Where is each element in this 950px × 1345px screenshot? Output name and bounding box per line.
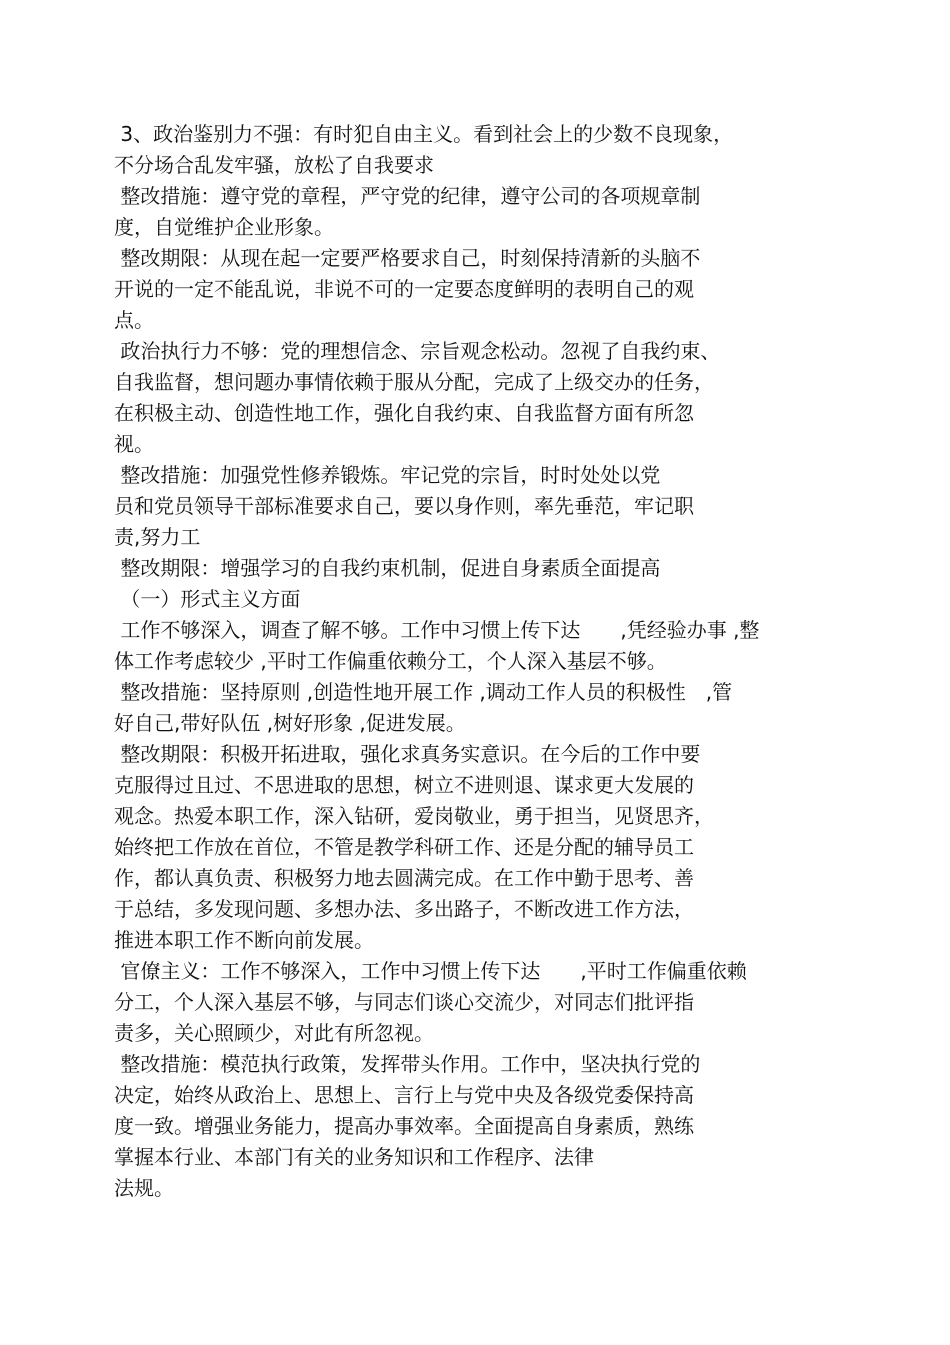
text-line: 自我监督，想问题办事情依赖于服从分配，完成了上级交办的任务， bbox=[114, 370, 714, 394]
text-line: 点。 bbox=[114, 308, 154, 332]
text-line: 责,努力工 bbox=[114, 525, 201, 549]
document-body bbox=[114, 119, 844, 1204]
text-line: 好自己,带好队伍 ,树好形象 ,促进发展。 bbox=[114, 711, 466, 735]
text-line: 推进本职工作不断向前发展。 bbox=[114, 928, 374, 952]
text-line: 整改措施：坚持原则 ,创造性地开展工作 ,调动工作人员的积极性 ,管 bbox=[114, 680, 733, 704]
text-line: 观念。热爱本职工作，深入钻研，爱岗敬业，勇于担当，见贤思齐， bbox=[114, 804, 714, 828]
text-line: 不分场合乱发牢骚，放松了自我要求 bbox=[114, 153, 434, 177]
text-line: 法规。 bbox=[114, 1176, 174, 1200]
text-line: 整改措施：遵守党的章程，严守党的纪律，遵守公司的各项规章制 bbox=[114, 184, 701, 208]
text-line: 视。 bbox=[114, 432, 154, 456]
text-line: 决定，始终从政治上、思想上、言行上与党中央及各级党委保持高 bbox=[114, 1083, 694, 1107]
text-line: 作，都认真负责、积极努力地去圆满完成。在工作中勤于思考、善 bbox=[114, 866, 694, 890]
text-line: 3、政治鉴别力不强：有时犯自由主义。看到社会上的少数不良现象， bbox=[114, 122, 734, 146]
text-line: 员和党员领导干部标准要求自己，要以身作则，率先垂范，牢记职 bbox=[114, 494, 694, 518]
text-line: 整改期限：增强学习的自我约束机制，促进自身素质全面提高 bbox=[114, 556, 661, 580]
section-heading: （一）形式主义方面 bbox=[114, 587, 301, 611]
text-line: 政治执行力不够：党的理想信念、宗旨观念松动。忽视了自我约束、 bbox=[114, 339, 721, 363]
text-line: 于总结，多发现问题、多想办法、多出路子，不断改进工作方法， bbox=[114, 897, 694, 921]
text-line: 官僚主义：工作不够深入，工作中习惯上传下达 ,平时工作偏重依赖 bbox=[114, 959, 747, 983]
text-line: 掌握本行业、本部门有关的业务知识和工作程序、法律 bbox=[114, 1145, 594, 1169]
text-line: 在积极主动、创造性地工作，强化自我约束、自我监督方面有所忽 bbox=[114, 401, 694, 425]
text-line: 责多，关心照顾少，对此有所忽视。 bbox=[114, 1021, 434, 1045]
text-line: 体工作考虑较少 ,平时工作偏重依赖分工，个人深入基层不够。 bbox=[114, 649, 667, 673]
text-line: 开说的一定不能乱说，非说不可的一定要态度鲜明的表明自己的观 bbox=[114, 277, 694, 301]
text-line: 始终把工作放在首位，不管是教学科研工作、还是分配的辅导员工 bbox=[114, 835, 694, 859]
text-line: 整改期限：积极开拓进取，强化求真务实意识。在今后的工作中要 bbox=[114, 742, 701, 766]
text-line: 克服得过且过、不思进取的思想，树立不进则退、谋求更大发展的 bbox=[114, 773, 694, 797]
text-line: 整改期限：从现在起一定要严格要求自己，时刻保持清新的头脑不 bbox=[114, 246, 701, 270]
text-line: 整改措施：模范执行政策，发挥带头作用。工作中，坚决执行党的 bbox=[114, 1052, 701, 1076]
text-line: 度一致。增强业务能力，提高办事效率。全面提高自身素质，熟练 bbox=[114, 1114, 694, 1138]
text-line: 分工，个人深入基层不够，与同志们谈心交流少，对同志们批评指 bbox=[114, 990, 694, 1014]
text-line: 度，自觉维护企业形象。 bbox=[114, 215, 334, 239]
text-line: 整改措施：加强党性修养锻炼。牢记党的宗旨，时时处处以党 bbox=[114, 463, 661, 487]
text-line: 工作不够深入，调查了解不够。工作中习惯上传下达 ,凭经验办事 ,整 bbox=[114, 618, 760, 642]
